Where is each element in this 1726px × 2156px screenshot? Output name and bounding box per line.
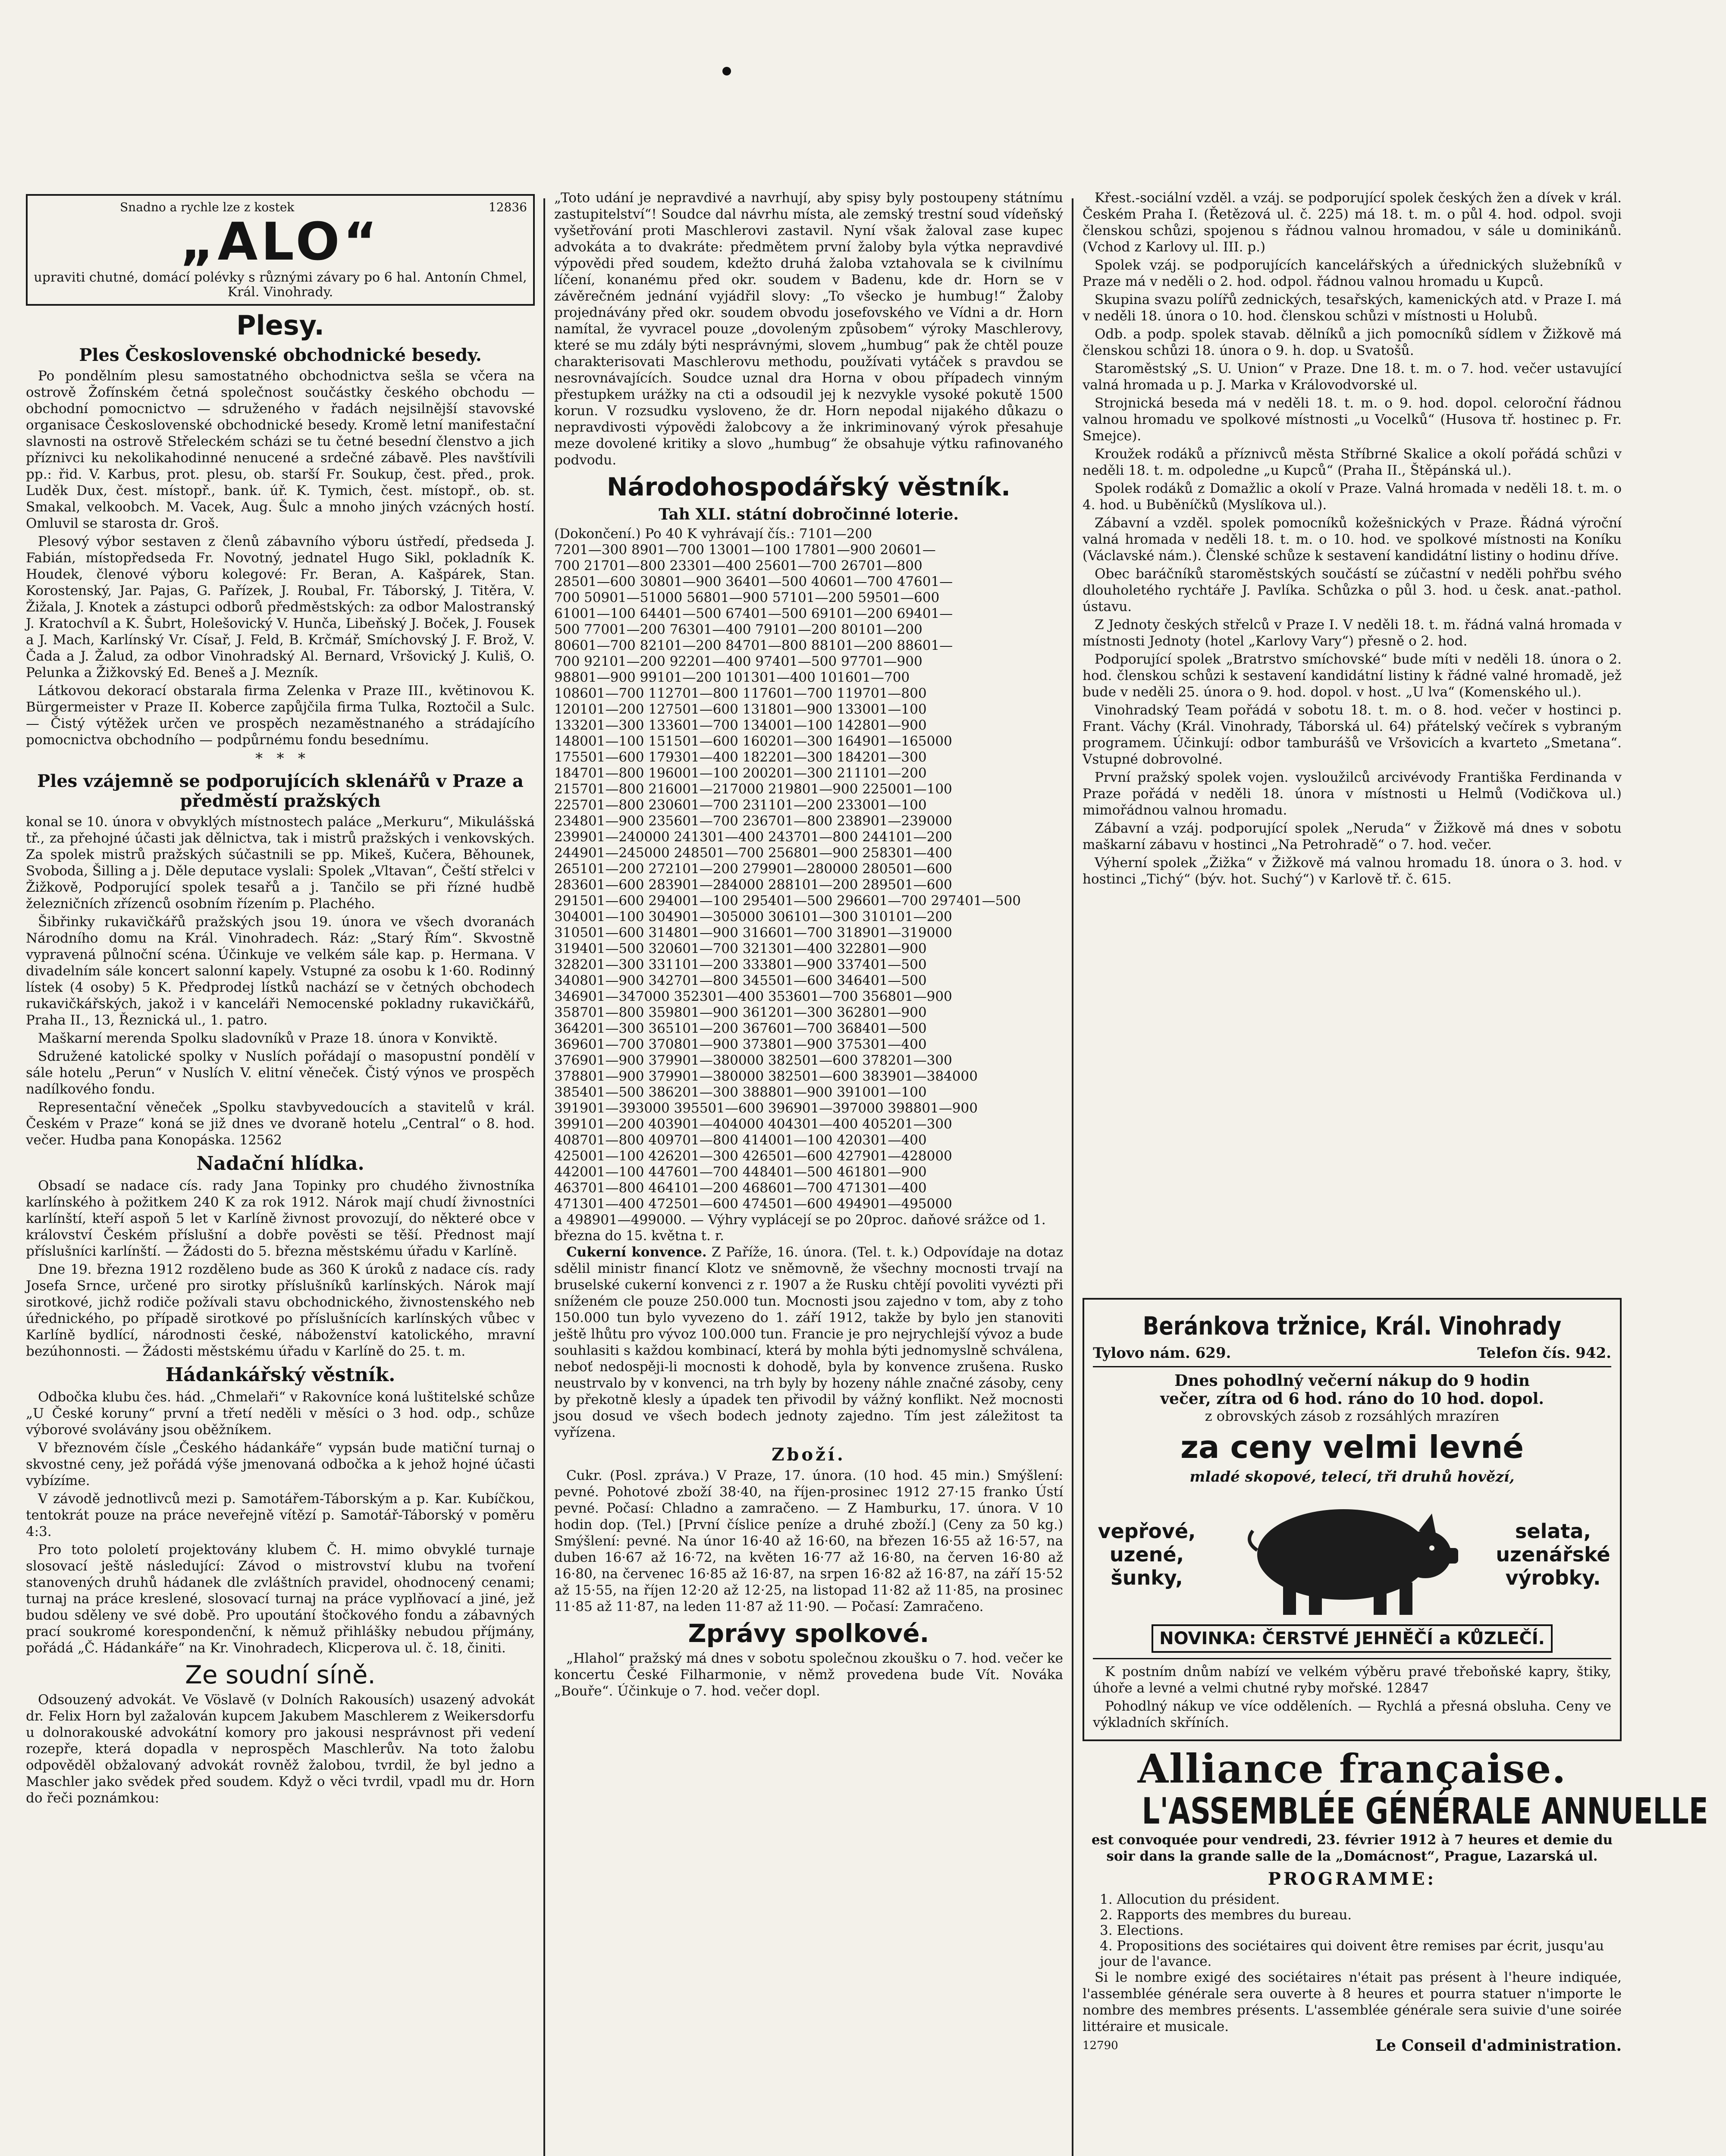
lottery-row: 700 21701—800 23301—400 25601—700 26701—800 bbox=[554, 558, 923, 573]
ad-alliance bbox=[1083, 1745, 1708, 2055]
spolkove-p12: Z Jednoty českých střelců v Praze I. V neděli 18. t. m. řádná valná hromada v místnosti Jednoty (hotel „Karlovy Vary“) přesně o 2. hod. bbox=[1083, 617, 1622, 649]
lottery-row: 463701—800 464101—200 468601—700 471301—400 bbox=[554, 1180, 927, 1196]
ink-spot bbox=[722, 67, 731, 75]
ad-berankova-right: selata, uzenářské výrobky. bbox=[1496, 1520, 1610, 1589]
lottery-row: 310501—600 314801—900 316601—700 318901—319000 bbox=[554, 925, 952, 940]
lottery-row: 399101—200 403901—404000 404301—400 405201—300 bbox=[554, 1116, 952, 1132]
pig-icon bbox=[1236, 1490, 1460, 1619]
ad-alo-brand: „ALO“ bbox=[180, 212, 381, 272]
lottery-row: 408701—800 409701—800 414001—100 420301—400 bbox=[554, 1132, 927, 1148]
ad-berankova-p1 bbox=[1093, 1664, 1611, 1696]
ad-berankova-p2: Pohodlný nákup ve více odděleních. — Rychlá a přesná obsluha. Ceny ve výkladních skříních. bbox=[1093, 1698, 1611, 1730]
separator-stars: * * * bbox=[255, 750, 305, 767]
spolkove-p15: První pražský spolek vojen. vysloužilců arcivévody Františka Ferdinanda v Praze pořádá v neděli 18. února v místnosti u Helmů (Vodičkova ul.) mimořádnou valnou hromadu. bbox=[1083, 770, 1622, 818]
plesy-p8 bbox=[26, 1099, 535, 1148]
ad-berankova-meats: mladé skopové, telecí, tři druhů hovězí, bbox=[1189, 1468, 1515, 1485]
lottery-row: 364201—300 365101—200 367601—700 368401—500 bbox=[554, 1021, 927, 1036]
nadacni-p1: Obsadí se nadace cís. rady Jana Topinky pro chudého živnostníka karlínského à požitkem 240 K za rok 1912. Nárok mají chudí živnostníci karlínští, kteří aspoň 5 let v Karlíně živnost provozují, do některé obce v království Českém příslušní a dobře pověsti se těší. Přednost mají příslušníci karlínští. — Žádosti do 5. března městskému úřadu v Karlíně. bbox=[26, 1178, 535, 1259]
lottery-row: 340801—900 342701—800 345501—600 346401—500 bbox=[554, 973, 927, 988]
plesy-p1: Po pondělním plesu samostatného obchodnictva sešla se včera na ostrově Žofínském četná společnost součástky českého obchodu — obchodní pomocnictvo — sdruženého v řadách nejsilnější stavovské organisace Československé obchodnické besedy. Kromě letní manifestační slavnosti na ostrově Střeleckém scházi se tu četné besední členstvo a jich příznivci ku nekolikahodinné nenucené a srdečné zábavě. Ples navštívili pp.: řid. V. Karbus, prot. plesu, ob. starší Fr. Soukup, čest. před., prok. Luděk Dux, čest. místopř., bank. úř. K. Tymich, čest. místopř., ob. st. Smakal, velkoobch. M. Vacek, Aug. Šulc a mnoho jiných vzácných hostí. Omluvil se starosta dr. Groš. bbox=[26, 368, 535, 531]
lottery-row: 184701—800 196001—100 200201—300 211101—200 bbox=[554, 765, 927, 781]
soudni-p2: „Toto udání je nepravdivé a navrhují, aby spisy byly postoupeny státnímu zastupitelství“! Soudce dal návrhu místa, ale zemský trestní soud vídeňský vyšetřování proti Maschlerovi zastavil. Nyní však žaloval zase kupec advokáta a to dvakráte: předmětem první žaloby byla výtka nepravdivé výpovědi před soudem, kdežto druhá žaloba vztahovala se k civilnímu líčení, konanému před okr. soudem v Badenu, kde dr. Horn se v závěrečném jednání vyjádřil slovy: „To všecko je humbug!“ Žaloby projednávány před okr. soudem obvodu josefovského ve Vídni a dr. Horn namítal, že vyvracel pouze „dovoleným způsobem“ výroky Maschlerovy, které se mu zdály býti nesprávnými, slovem „humbug“ pak že chtěl pouze charakterisovati Maschlerovu methodu, používati vytáček s pravdou se nesrovnávajících. Soudce uznal dra Horna v obou případech vinným přestupkem urážky na cti a odsoudil jej k nezvykle vysoké pokutě 1500 korun. V rozsudku vysloveno, že dr. Horn nepodal nijakého důkazu o nepravdivosti výpovědi žalobcovy a že inkriminovaný výrok přesahuje meze dovolené kritiky a slovo „humbug“ že obsahuje výtku rafinovaného podvodu. bbox=[554, 190, 1063, 468]
narodo-intro: (Dokončení.) Po 40 K vyhrávají čís.: 7101—200 bbox=[554, 526, 872, 542]
ad-alo-num: 12836 bbox=[488, 200, 527, 214]
ad-alliance-title: Alliance française. bbox=[1137, 1745, 1567, 1792]
spolkove-p3: Spolek vzáj. se podporujících kancelářských a úřednických služebníků v Praze má v neděli o 2. hod. odpol. řádnou valnou hromadu u Kupců. bbox=[1083, 257, 1622, 289]
plesy-heading-2: Ples vzájemně se podporujících sklenářů v Praze a předměstí pražských bbox=[37, 771, 524, 811]
hadankarsky-p1: Odbočka klubu čes. hád. „Chmelaři“ v Rakovníce koná luštitelské schůze „U České koruny“ první a třetí neděli v měsíci o 3 hod. odp., schůze výborové svolávány jsou oběžníkem. bbox=[26, 1389, 535, 1438]
lottery-row: 328201—300 331101—200 333801—900 337401—500 bbox=[554, 957, 927, 972]
ad-alo-body: upraviti chutné, domácí polévky s různými závary po 6 hal. Antonín Chmel, Král. Vinohrady. bbox=[34, 270, 527, 300]
spolkove-list bbox=[1083, 190, 1622, 1294]
ad-alliance-prog: PROGRAMME: bbox=[1268, 1869, 1437, 1889]
lottery-row: 304001—100 304901—305000 306101—300 310101—200 bbox=[554, 909, 952, 924]
ad-berankova-title: Beránkova tržnice, Král. Vinohrady bbox=[1142, 1311, 1562, 1341]
ad-berankova-p1-text: K postním dnům nabízí ve velkém výběru pravé třeboňské kapry, štiky, úhoře a levné a velmi chutné ryby mořské. bbox=[1093, 1664, 1611, 1696]
cukr-konvence-text: Z Paříže, 16. února. (Tel. t. k.) Odpovídaje na dotaz sdělil ministr financí Klotz ve sněmovně, že všechny mocnosti trvají na bruselské cukerní konvenci z r. 1907 a že Rusku chtějí povoliti vyvézti při sníženém cle pouze 250.000 tun. Mocnosti jsou zajedno v tom, aby z toho 150.000 tun bylo vyvezeno do 1. září 1912, takže by bylo jen stanoviti ještě lhůtu pro vývoz 100.000 tun. Francie je pro nejrychlejší vývoz a bude souhlasiti s každou kombinací, která by mohla býti jednomyslně schválena, neboť nedospěji-li mocnosti k dohodě, byla by konvence zrušena. Rusko neustrvalo by v konvenci, na trh byly by hozeny náhle značné zásoby, ceny by překotně klesly a úpadek ten přivodil by vážný konflikt. Než mocnosti jsou dosud ve všech bodech jednoty zajedno. Tím jest záležitost ta vyřízena. bbox=[554, 1244, 1063, 1440]
column-2 bbox=[554, 190, 1063, 2156]
column-rule-2 bbox=[1072, 198, 1073, 2156]
plesy-p7: Sdružené katolické spolky v Nuslích pořádají o masopustní pondělí v sále hotelu „Perun“ v Nuslích V. elitní věneček. Čistý výnos ve prospěch nadílkového fondu. bbox=[26, 1049, 535, 1097]
hadankarsky-p2: V březnovém čísle „Českého hádankáře“ vypsán bude matiční turnaj o skvostné ceny, jež pořádá výše jmenovaná odbočka a k jehož hojné účasti vybízíme. bbox=[26, 1440, 535, 1489]
ad-berankova-pig-row bbox=[1093, 1490, 1611, 1619]
newspaper-page bbox=[26, 190, 1708, 2156]
lottery-row: 700 50901—51000 56801—900 57101—200 59501—600 bbox=[554, 590, 940, 605]
lottery-row: 61001—100 64401—500 67401—500 69101—200 69401— bbox=[554, 606, 953, 621]
hadankarsky-p4: Pro toto pololetí projektovány klubem Č. H. mimo obvyklé turnaje slosovací ještě následující: Závod o mistrovství klubu na tvoření stanovených druhů hádanek dle zvláštních pravidel, ohodnocený cenami; turnaj na práce kreslené, slosovací turnaj na práce vyplňovací a jiné, jež budou sděleny ve své době. Pro upoutání štočkového fondu a zábavných prací soukromé korespondenční, k němuž přihlášky nebudou příjmány, pořádá „Č. Hádankáře“ na Kr. Vinohradech, Klicperova ul. č. 18, činiti. bbox=[26, 1542, 535, 1656]
lottery-row: 291501—600 294001—100 295401—500 296601—700 297401—500 bbox=[554, 893, 1021, 909]
spolkove-p17: Výherní spolek „Žižka“ v Žižkově má valnou hromadu 18. února o 3. hod. v hostinci „Tichý“ (býv. hot. Suchý“) v Karlově tř. č. 615. bbox=[1083, 855, 1622, 887]
ad-berankova-line2: večer, zítra od 6 hod. ráno do 10 hod. dopol. bbox=[1160, 1390, 1544, 1408]
column-3 bbox=[1083, 190, 1708, 2156]
nadacni-title: Nadační hlídka. bbox=[196, 1153, 364, 1175]
plesy-p5: Šibřinky rukavičkářů pražských jsou 19. února ve všech dvoranách Národního domu na Král. Vinohradech. Ráz: „Starý Řím“. Skvostně vypravená půlnoční scéna. Účinkuje ve velkém sále kap. p. Hermana. V divadelním sále koncert salonní kapely. Vstupné za osobu k 1·60. Rodinný lístek (4 osoby) 5 K. Předprodej lístků nachází se v četných obchodech rukavičkářských, jakož i v kanceláři Nemocenské pokladny rukavičkářů, Praha II., 13, Řeznická ul., 1. patro. bbox=[26, 914, 535, 1028]
lottery-row: 108601—700 112701—800 117601—700 119701—800 bbox=[554, 686, 927, 701]
ad-alo bbox=[26, 194, 535, 306]
ad-alliance-num: 12790 bbox=[1083, 2039, 1118, 2052]
lottery-row: 148001—100 151501—600 160201—300 164901—165000 bbox=[554, 733, 952, 749]
lottery-row: 425001—100 426201—300 426501—600 427901—428000 bbox=[554, 1148, 952, 1164]
lottery-row: 225701—800 230601—700 231101—200 233001—100 bbox=[554, 797, 927, 813]
ad-alliance-sign: Le Conseil d'administration. bbox=[1375, 2037, 1622, 2055]
plesy-p4: konal se 10. února v obvyklých místnostech paláce „Merkuru“, Mikulášská tř., za přehojné účasti jak dělnictva, tak i mistrů pražských i venkovských. Za spolek mistrů pražských súčastnili se pp. Mikeš, Kučera, Běhounek, Svoboda, Šilling a j. Děle deputace vyslali: Spolek „Vltavan“, Čeští střelci v Žižkově, Podporující spolek tesařů a j. Tančilo se při řízné hudbě železničních zřízenců osobním řízením p. Plachého. bbox=[26, 814, 535, 912]
hadankarsky-p3: V závodě jednotlivců mezi p. Samotářem-Táborským a p. Kar. Kubíčkou, tentokrát pouze na práce neveřejně vítězí p. Samotář-Táborský v poměru 4:3. bbox=[26, 1491, 535, 1539]
column-rule-1 bbox=[543, 198, 545, 2156]
hadankarsky-title: Hádankářský věstník. bbox=[165, 1364, 395, 1386]
lottery-row: a 498901—499000. — Výhry vyplácejí se po 20proc. daňové srážce od 1. března do 15. května t. r. bbox=[554, 1212, 1050, 1244]
lottery-row: 175501—600 179301—400 182201—300 184201—300 bbox=[554, 749, 927, 765]
lottery-row: 442001—100 447601—700 448401—500 461801—900 bbox=[554, 1164, 927, 1180]
ad-berankova-addr: Tylovo nám. 629. bbox=[1093, 1344, 1231, 1362]
plesy-p3: Látkovou dekorací obstarala firma Zelenka v Praze III., květinovou K. Bürgermeister v Praze II. Koberce zapůjčila firma Tulka, Roztočil a Sulc. — Čistý výtěžek určen ve prospěch nezaměstnaného a strádajícího pomocnictva obchodního — podpůrnému fondu besednímu. bbox=[26, 683, 535, 748]
cukr-konvence bbox=[554, 1244, 1063, 1441]
lottery-row: 319401—500 320601—700 321301—400 322801—900 bbox=[554, 941, 927, 956]
ad-berankova-novinka: NOVINKA: ČERSTVÉ JEHNĚČÍ a KŮZLEČÍ. bbox=[1152, 1624, 1553, 1653]
ad-alliance-item: 1. Allocution du président. bbox=[1100, 1892, 1280, 1907]
plesy-p8-num: 12562 bbox=[239, 1132, 282, 1148]
plesy-p6: Maškarní merenda Spolku sladovníků v Praze 18. února v Konviktě. bbox=[38, 1031, 498, 1046]
narodo-title: Národohospodářský věstník. bbox=[606, 472, 1011, 501]
spolkove-p2: Křest.-sociální vzděl. a vzáj. se podporující spolek českých žen a dívek v král. Českém Praha I. (Řetězová ul. č. 225) má 18. t. m. o půl 4. hod. odpol. svoji členskou schůzi, spojenou s řádnou valnou hromadou, v sále u dominikánů. (Vchod z Karlovy ul. III. p.) bbox=[1083, 190, 1622, 255]
lottery-row: 391901—393000 395501—600 396901—397000 398801—900 bbox=[554, 1100, 978, 1116]
ad-berankova-big: za ceny velmi levné bbox=[1180, 1429, 1524, 1465]
spolkove-p4: Skupina svazu polířů zednických, tesařských, kamenických atd. v Praze I. má v neděli 18. února o 10. hod. členskou schůzi v místnosti u Holubů. bbox=[1083, 292, 1622, 324]
lottery-row: 7201—300 8901—700 13001—100 17801—900 20601— bbox=[554, 542, 936, 558]
zbozi-title: Zboží. bbox=[772, 1445, 846, 1465]
lottery-row: 28501—600 30801—900 36401—500 40601—700 47601— bbox=[554, 574, 953, 589]
ad-alliance-p1: est convoquée pour vendredi, 23. février 1912 à 7 heures et demie du soir dans la grande salle de la „Domácnost“, Prague, Lazarská ul. bbox=[1091, 1832, 1613, 1864]
lottery-row: 500 77001—200 76301—400 79101—200 80101—200 bbox=[554, 622, 923, 637]
lottery-row: 283601—600 283901—284000 288101—200 289501—600 bbox=[554, 877, 952, 893]
lottery-row: 234801—900 235601—700 236701—800 238901—239000 bbox=[554, 813, 952, 829]
lottery-row: 265101—200 272101—200 279901—280000 280501—600 bbox=[554, 861, 952, 877]
lottery-row: 358701—800 359801—900 361201—300 362801—900 bbox=[554, 1005, 927, 1020]
plesy-title: Plesy. bbox=[236, 310, 324, 341]
cukr-konvence-title: Cukerní konvence. bbox=[566, 1244, 707, 1260]
lottery-row: 700 92101—200 92201—400 97401—500 97701—900 bbox=[554, 654, 923, 669]
spolkove-p11: Obec baráčníků staroměstských součástí se zúčastní v neděli pohřbu svého dlouholetého rychtáře J. Pavlíka. Schůzka o půl 3. hod. u česk. anat.-pathol. ústavu. bbox=[1083, 566, 1622, 614]
ad-alliance-item: 2. Rapports des membres du bureau. bbox=[1100, 1907, 1352, 1923]
lottery-row: 80601—700 82101—200 84701—800 88101—200 88601— bbox=[554, 638, 953, 653]
ad-alliance-sub: L'ASSEMBLÉE GÉNÉRALE ANNUELLE bbox=[1142, 1790, 1708, 1832]
plesy-p2: Plesový výbor sestaven z členů zábavního výboru ústředí, předseda J. Fabián, místopředseda Fr. Novotný, jednatel Hugo Sikl, pokladník K. Houdek, členové výboru kolegové: Fr. Beran, A. Kašpárek, Stan. Korostenský, Jar. Pajas, G. Pařízek, J. Roubal, Fr. Táborský, J. Titěra, V. Žižala, J. Knotek a zástupci odborů předměstských: za odbor Malostranský J. Kratochvíl a K. Šubrt, Holešovický V. Hunča, Libeňský J. Boček, J. Fousek a J. Mach, Karlínský Vr. Císař, J. Feld, B. Krčmář, Smíchovský J. F. Brož, V. Čada a J. Žalud, za odbor Vinohradský Al. Bernard, Vršovický J. Kuliš, O. Pelunka a Žižkovský Ed. Beneš a J. Mezník. bbox=[26, 534, 535, 680]
ad-alliance-item: 4. Propositions des sociétaires qui doivent être remises par écrit, jusqu'au jour de l'avance. bbox=[1100, 1938, 1604, 1969]
ad-alliance-item: 3. Elections. bbox=[1100, 1923, 1184, 1938]
spolkove-p14: Vinohradský Team pořádá v sobotu 18. t. m. o 8. hod. večer v hostinci p. Frant. Váchy (Král. Vinohrady, Táborská ul. 64) přátelský večírek s vybraným programem. Účinkují: odbor tamburášů ve Vršovicích a kvarteto „Smetana“. Vstupné dobrovolné. bbox=[1083, 702, 1622, 767]
spolkove-p7: Strojnická beseda má v neděli 18. t. m. o 9. hod. dopol. celoroční řádnou valnou hromadu ve spolkové místnosti „u Vocelků“ (Husova tř. hostinec p. Fr. Smejce). bbox=[1083, 395, 1622, 444]
lottery-row: 378801—900 379901—380000 382501—600 383901—384000 bbox=[554, 1069, 978, 1084]
ad-berankova-line1: Dnes pohodlný večerní nákup do 9 hodin bbox=[1174, 1372, 1530, 1390]
spolkove-p1: „Hlahol“ pražský má dnes v sobotu společnou zkoušku o 7. hod. večer ke koncertu České Filharmonie, v němž provedena bude Vít. Nováka „Bouře“. Účinkuje o 7. hod. večer dopl. bbox=[554, 1651, 1063, 1699]
ad-berankova-line3: z obrovských zásob z rozsáhlých mrazíren bbox=[1205, 1408, 1500, 1424]
soudni-title: Ze soudní síně. bbox=[185, 1660, 376, 1689]
spolkove-p9: Spolek rodáků z Domažlic a okolí v Praze. Valná hromada v neděli 18. t. m. o 4. hod. u Buběníčků (Myslíkova ul.). bbox=[1083, 481, 1622, 513]
lottery-row: 471301—400 472501—600 474501—600 494901—495000 bbox=[554, 1196, 952, 1212]
ad-berankova-p1-num: 12847 bbox=[1386, 1680, 1429, 1696]
ad-berankova bbox=[1083, 1298, 1622, 1741]
soudni-p1: Odsouzený advokát. Ve Vöslavě (v Dolních Rakousích) usazený advokát dr. Felix Horn byl zažalován kupcem Jakubem Maschlerem z Weikersdorfu u dolnorakouské advokátní komory pro jakousi nesprávnost při vedení rozepře, která dopadla v neprospěch Maschlerův. Na toto žalobu odpověděl obžalovaný advokát rovněž žalobou, tvrdil, že byl jedno a Maschler jako svědek před soudem. Když o věci tvrdil, vpadl mu dr. Horn do řeči poznámkou: bbox=[26, 1692, 535, 1806]
spolkove-title: Zprávy spolkové. bbox=[688, 1619, 929, 1648]
spolkove-p8: Kroužek rodáků a příznivců města Stříbrné Skalice a okolí pořádá schůzi v neděli 18. t. m. odpoledne „u Kupců“ (Praha II., Štěpánská ul.). bbox=[1083, 446, 1622, 478]
lottery-row: 385401—500 386201—300 388801—900 391001—100 bbox=[554, 1084, 927, 1100]
spolkove-p5: Odb. a podp. spolek stavab. dělníků a jich pomocníků sídlem v Žižkově má členskou schůzi 18. února o 9. h. dop. u Svatošů. bbox=[1083, 326, 1622, 358]
lottery-row: 215701—800 216001—217000 219801—900 225001—100 bbox=[554, 781, 952, 797]
narodo-tah: Tah XLI. státní dobročinné loterie. bbox=[659, 505, 959, 523]
lottery-row: 239901—240000 241301—400 243701—800 244101—200 bbox=[554, 829, 952, 845]
lottery-row: 98801—900 99101—200 101301—400 101601—700 bbox=[554, 670, 910, 685]
lottery-row: 120101—200 127501—600 131801—900 133001—100 bbox=[554, 702, 927, 717]
plesy-p8-text: Representační věneček „Spolku stavbyvedoucích a stavitelů v král. Českém v Praze“ koná se již dnes ve dvoraně hotelu „Central“ o 8. hod. večer. Hudba pana Konopáska. bbox=[26, 1100, 535, 1148]
ad-berankova-tel: Telefon čís. 942. bbox=[1477, 1344, 1611, 1362]
spolkove-p13: Podporující spolek „Bratrstvo smíchovské“ bude míti v neděli 18. února o 2. hod. členskou schůzi k sestavení kandidátní listiny k řádné valné hromadě, jež bude v neděli 25. února o 9. hod. dopol. v host. „U lva“ (Komenského ul.). bbox=[1083, 652, 1622, 700]
ad-alliance-p2: Si le nombre exigé des sociétaires n'était pas présent à l'heure indiquée, l'assemblée générale sera ouverte à 8 heures et pourra statuer n'importe le nombre des membres présents. L'assemblée générale sera suivie d'une soirée littéraire et musicale. bbox=[1083, 1970, 1622, 2034]
lottery-row: 369601—700 370801—900 373801—900 375301—400 bbox=[554, 1037, 927, 1052]
ad-berankova-left: vepřové, uzené, šunky, bbox=[1098, 1520, 1196, 1589]
nadacni-p2: Dne 19. března 1912 rozděleno bude as 360 K úroků z nadace cís. rady Josefa Srnce, určené pro sirotky příslušníků karlínských. Nárok mají sirotkové, jichž rodiče požívali stavu obchodnického, živnostenského neb úřednického, po případě sirotkové po příslušnících karlínských vůbec v Karlíně bydlící, národnosti české, náboženství katolického, mravní bezúhonnosti. — Žádosti městskému úřadu v Karlíně do 25. t. m. bbox=[26, 1262, 535, 1359]
plesy-heading-1: Ples Československé obchodnické besedy. bbox=[79, 345, 482, 365]
lottery-rows bbox=[554, 542, 1063, 1244]
spolkove-p16: Zábavní a vzáj. podporující spolek „Neruda“ v Žižkově má dnes v sobotu maškarní zábavu v hostinci „Na Petrohradě“ o 7. hod. večer. bbox=[1083, 821, 1622, 852]
lottery-row: 244901—245000 248501—700 256801—900 258301—400 bbox=[554, 845, 952, 861]
spolkove-p10: Zábavní a vzděl. spolek pomocníků kožešnických v Praze. Řádná výroční valná hromada v neděli 18. t. m. o 10. hod. ve spolkové místnosti na Koníku (Václavské nám.). Členské schůze k sestavení kandidátní listiny o hodinu dříve. bbox=[1083, 515, 1622, 564]
spolkove-p6: Staroměstský „S. U. Union“ v Praze. Dne 18. t. m. o 7. hod. večer ustavující valná hromada u p. J. Marka v Královodvorské ul. bbox=[1083, 361, 1622, 393]
lottery-row: 346901—347000 352301—400 353601—700 356801—900 bbox=[554, 989, 952, 1004]
zbozi-text: Cukr. (Posl. zpráva.) V Praze, 17. února. (10 hod. 45 min.) Smýšlení: pevné. Pohotové zboží 38·40, na říjen-prosinec 1912 27·15 franko Ústí pevné. Počasí: Chladno a zamračeno. — Z Hamburku, 17. února. V 10 hodin dop. (Tel.) [První číslice peníze a druhé zboží.] (Ceny za 50 kg.) Smýšlení: pevné. Na únor 16·40 až 16·60, na březen 16·55 až 16·57, na duben 16·67 až 16·72, na květen 16·77 až 16·80, na červen 16·80 až 16·80, na červenec 16·85 až 16·87, na srpen 16·82 až 16·87, na září 15·52 až 15·55, na říjen 12·20 až 12·25, na listopad 11·82 až 11·85, na prosinec 11·85 až 11·87, na leden 11·87 až 11·90. — Počasí: Zamračeno. bbox=[554, 1468, 1063, 1614]
lottery-row: 133201—300 133601—700 134001—100 142801—900 bbox=[554, 718, 927, 733]
lottery-row: 376901—900 379901—380000 382501—600 378201—300 bbox=[554, 1053, 952, 1068]
column-1 bbox=[26, 190, 535, 2156]
ad-alo-top: Snadno a rychle lze z kostek bbox=[120, 200, 295, 214]
